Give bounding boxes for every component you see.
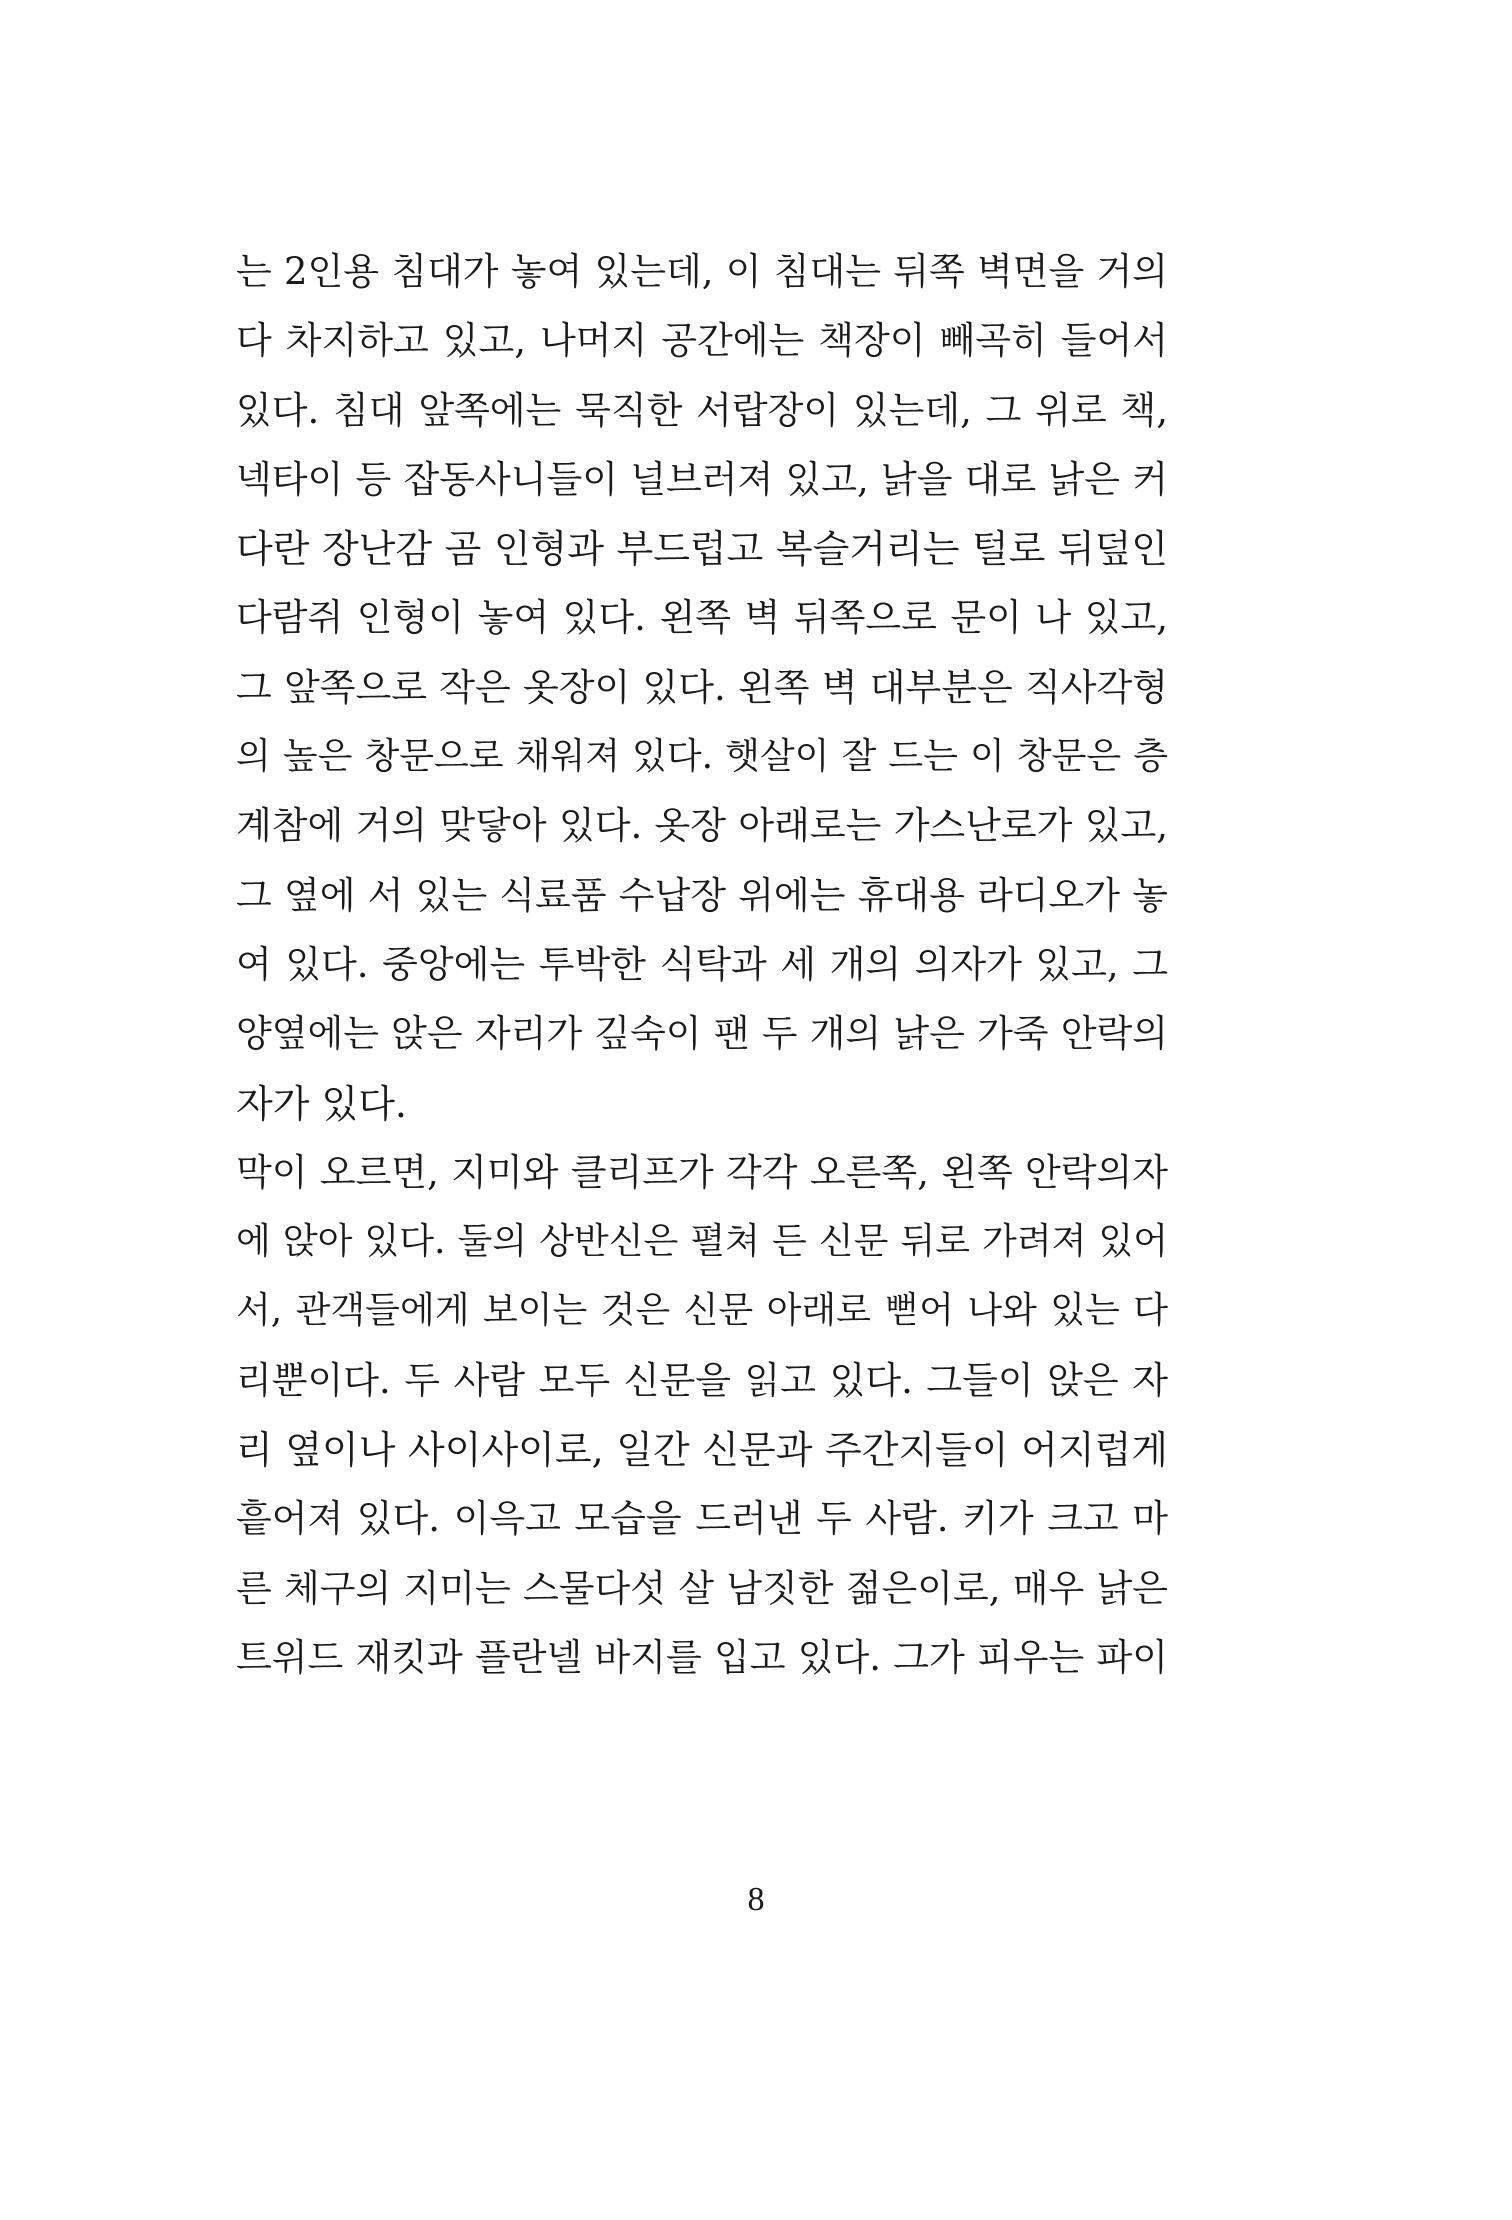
text-line-20: 른 체구의 지미는 스물다섯 살 남짓한 젊은이로, 매우 낡은 xyxy=(236,1566,1168,1610)
text-line-6: 다람쥐 인형이 놓여 있다. 왼쪽 벽 뒤쪽으로 문이 나 있고, xyxy=(236,596,1168,640)
text-line-12: 양옆에는 앉은 자리가 깊숙이 팬 두 개의 낡은 가죽 안락의 xyxy=(236,1012,1168,1056)
text-line-1: 는 2인용 침대가 놓여 있는데, 이 침대는 뒤쪽 벽면을 거의 xyxy=(236,250,1168,293)
text-line-11: 여 있다. 중앙에는 투박한 식탁과 세 개의 의자가 있고, 그 xyxy=(236,942,1168,986)
text-line-4: 넥타이 등 잡동사니들이 널브러져 있고, 낡을 대로 낡은 커 xyxy=(236,457,1168,501)
text-line-13: 자가 있다. xyxy=(236,1081,407,1126)
text-line-21: 트위드 재킷과 플란넬 바지를 입고 있다. 그가 피우는 파이 xyxy=(236,1635,1168,1679)
text-line-17: 리뿐이다. 두 사람 모두 신문을 읽고 있다. 그들이 앉은 자 xyxy=(236,1358,1168,1402)
text-line-10: 그 옆에 서 있는 식료품 수납장 위에는 휴대용 라디오가 놓 xyxy=(236,873,1168,917)
text-line-8: 의 높은 창문으로 채워져 있다. 햇살이 잘 드는 이 창문은 층 xyxy=(236,736,1168,778)
text-line-14: 막이 오르면, 지미와 클리프가 각각 오른쪽, 왼쪽 안락의자 xyxy=(236,1150,1168,1194)
text-line-5: 다란 장난감 곰 인형과 부드럽고 복슬거리는 털로 뒤덮인 xyxy=(236,527,1168,572)
text-line-3: 있다. 침대 앞쪽에는 묵직한 서랍장이 있는데, 그 위로 책, xyxy=(236,388,1168,432)
text-line-19: 흩어져 있다. 이윽고 모습을 드러낸 두 사람. 키가 크고 마 xyxy=(236,1497,1168,1541)
body-text xyxy=(236,246,1168,1701)
page-number: 8 xyxy=(747,1881,765,1918)
text-line-18: 리 옆이나 사이사이로, 일간 신문과 주간지들이 어지럽게 xyxy=(236,1428,1168,1473)
text-line-16: 서, 관객들에게 보이는 것은 신문 아래로 뻗어 나와 있는 다 xyxy=(236,1290,1168,1332)
text-line-9: 계참에 거의 맞닿아 있다. 옷장 아래로는 가스난로가 있고, xyxy=(236,804,1168,848)
text-line-2: 다 차지하고 있고, 나머지 공간에는 책장이 빼곡히 들어서 xyxy=(236,319,1168,363)
text-line-15: 에 앉아 있다. 둘의 상반신은 펼쳐 든 신문 뒤로 가려져 있어 xyxy=(236,1221,1168,1263)
text-line-7: 그 앞쪽으로 작은 옷장이 있다. 왼쪽 벽 대부분은 직사각형 xyxy=(236,665,1168,709)
